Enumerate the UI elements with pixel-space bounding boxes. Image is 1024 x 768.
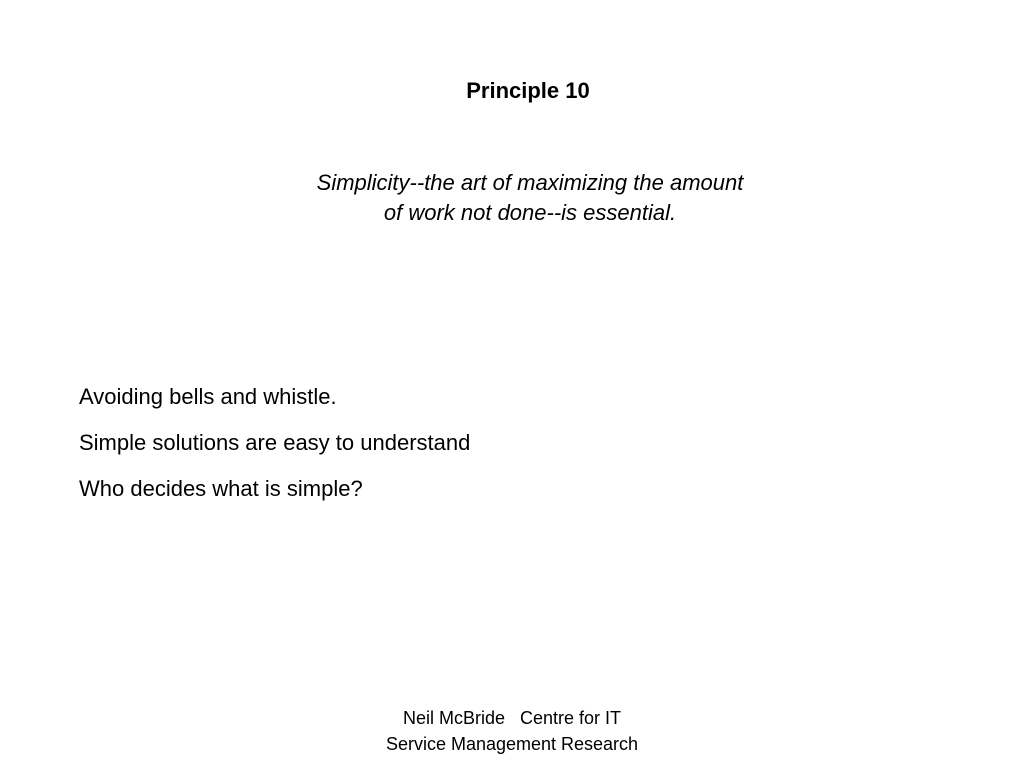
quote-line: of work not done--is essential. <box>383 200 677 225</box>
principle-quote <box>230 168 830 228</box>
footer-line: Neil McBride Centre for IT <box>402 708 622 728</box>
discussion-points <box>79 382 779 520</box>
point-item: Simple solutions are easy to understand <box>79 430 471 455</box>
footer-line: Service Management Research <box>385 734 639 754</box>
point-item: Who decides what is simple? <box>79 476 363 501</box>
slide-title: Principle 10 <box>466 78 590 103</box>
quote-line: Simplicity--the art of maximizing the amount <box>316 170 744 195</box>
slide-footer <box>362 705 662 757</box>
point-item: Avoiding bells and whistle. <box>79 384 337 409</box>
